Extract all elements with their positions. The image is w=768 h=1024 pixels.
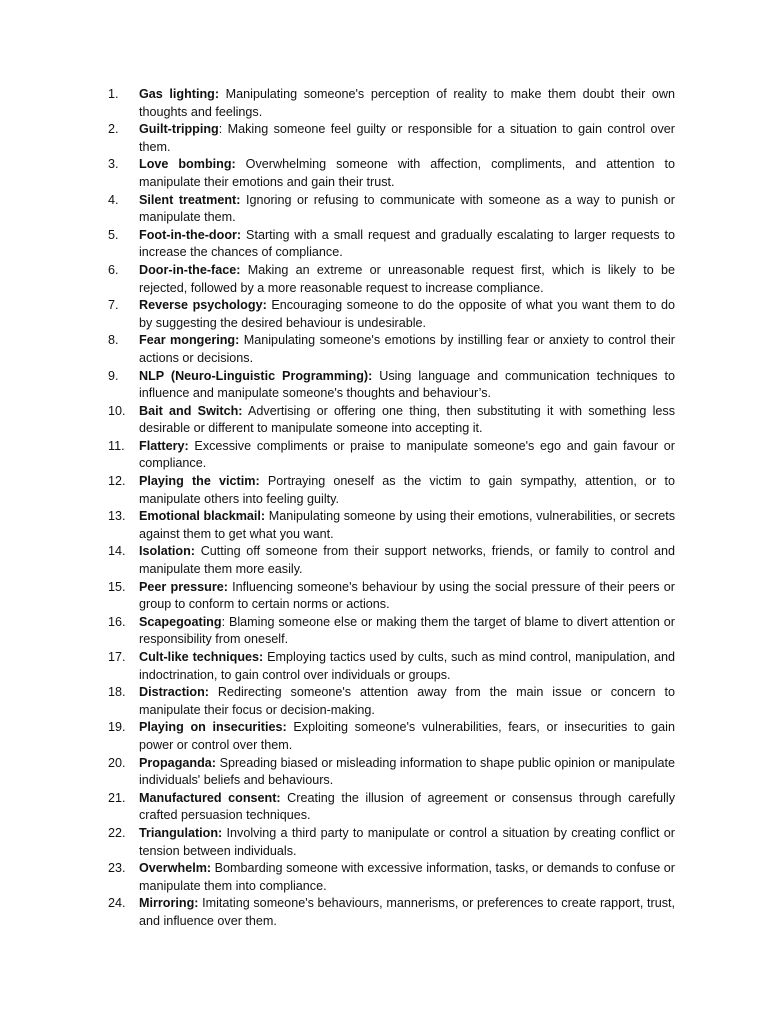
list-item-number: 21. bbox=[108, 790, 126, 805]
list-item-description: : Blaming someone else or making them the target of blame to divert attention or responsibility from oneself. bbox=[139, 614, 675, 647]
list-item bbox=[108, 579, 675, 614]
list-item-term: Triangulation: bbox=[139, 825, 223, 840]
list-item bbox=[108, 368, 675, 403]
list-item-term: Flattery: bbox=[139, 438, 189, 453]
list-item-description: Spreading biased or misleading information to shape public opinion or manipulate individuals' beliefs and behaviours. bbox=[139, 755, 675, 788]
list-item-description: Portraying oneself as the victim to gain sympathy, attention, or to manipulate others into feeling guilty. bbox=[139, 474, 675, 506]
list-item-number: 3. bbox=[108, 157, 119, 172]
list-item-description: Redirecting someone's attention away from the main issue or concern to manipulate their focus or decision-making. bbox=[139, 685, 675, 717]
list-item-term: Guilt-tripping bbox=[139, 122, 219, 137]
list-item-term: Emotional blackmail: bbox=[139, 509, 266, 524]
list-item-term: Mirroring: bbox=[139, 896, 199, 911]
list-item-description: Advertising or offering one thing, then substituting it with something less desirable or different to manipulate someone into accepting it. bbox=[139, 403, 675, 436]
list-item-term: Overwhelm: bbox=[139, 861, 212, 876]
list-item-term: Manufactured consent: bbox=[139, 790, 281, 805]
list-item-term: Love bombing: bbox=[139, 157, 236, 172]
list-item-number: 14. bbox=[108, 544, 126, 559]
list-item bbox=[108, 332, 675, 367]
list-item bbox=[108, 86, 675, 121]
list-item-number: 5. bbox=[108, 227, 119, 242]
list-item-number: 6. bbox=[108, 262, 119, 277]
list-item-term: Distraction: bbox=[139, 685, 209, 700]
list-item-term: Reverse psychology: bbox=[139, 298, 267, 313]
list-item-description: Ignoring or refusing to communicate with someone as a way to punish or manipulate them. bbox=[139, 192, 675, 225]
list-item-description: Manipulating someone's perception of reality to make them doubt their own thoughts and feelings. bbox=[139, 87, 675, 119]
list-item-number: 13. bbox=[108, 509, 126, 524]
list-item-description: Using language and communication techniques to influence and manipulate someone's thoughts and behaviour’s. bbox=[139, 368, 675, 401]
list-item-number: 20. bbox=[108, 755, 126, 770]
list-item bbox=[108, 649, 675, 684]
list-item bbox=[108, 860, 675, 895]
list-item-number: 4. bbox=[108, 192, 119, 207]
manipulation-techniques-list bbox=[108, 86, 675, 931]
list-item-term: Peer pressure: bbox=[139, 579, 228, 594]
list-item-term: Isolation: bbox=[139, 544, 195, 559]
list-item bbox=[108, 156, 675, 191]
list-item-number: 16. bbox=[108, 614, 126, 629]
list-item-term: Gas lighting: bbox=[139, 87, 220, 101]
list-item-description: Manipulating someone by using their emotions, vulnerabilities, or secrets against them to get what you want. bbox=[139, 509, 675, 541]
list-item bbox=[108, 297, 675, 332]
list-item bbox=[108, 684, 675, 719]
list-item-term: Silent treatment: bbox=[139, 192, 241, 207]
list-item-description: Creating the illusion of agreement or consensus through carefully crafted persuasion techniques. bbox=[139, 790, 675, 823]
list-item-description: Excessive compliments or praise to manipulate someone's ego and gain favour or compliance. bbox=[139, 438, 675, 471]
list-item bbox=[108, 895, 675, 930]
list-item-number: 8. bbox=[108, 333, 119, 348]
list-item-description: Overwhelming someone with affection, compliments, and attention to manipulate their emotions and gain their trust. bbox=[139, 157, 676, 189]
list-item-description: : Making someone feel guilty or responsible for a situation to gain control over them. bbox=[139, 122, 675, 154]
list-item-number: 1. bbox=[108, 87, 119, 101]
list-item-description: Imitating someone's behaviours, mannerisms, or preferences to create rapport, trust, and influence over them. bbox=[139, 896, 675, 928]
list-item-description: Starting with a small request and gradually escalating to larger requests to increase the chances of compliance. bbox=[139, 227, 675, 260]
list-item bbox=[108, 262, 675, 297]
list-item bbox=[108, 438, 675, 473]
list-item-term: Scapegoating bbox=[139, 614, 222, 629]
list-item bbox=[108, 719, 675, 754]
list-item-term: Propaganda: bbox=[139, 755, 216, 770]
list-item-number: 18. bbox=[108, 685, 126, 700]
list-item-description: Exploiting someone's vulnerabilities, fears, or insecurities to gain power or control over them. bbox=[139, 720, 675, 752]
list-item-description: Cutting off someone from their support networks, friends, or family to control and manipulate them more easily. bbox=[139, 544, 675, 577]
list-item-term: Bait and Switch: bbox=[139, 403, 243, 418]
list-item-number: 15. bbox=[108, 579, 126, 594]
list-item bbox=[108, 755, 675, 790]
list-item bbox=[108, 508, 675, 543]
list-item bbox=[108, 543, 675, 578]
list-item-number: 23. bbox=[108, 861, 126, 876]
list-item-number: 9. bbox=[108, 368, 119, 383]
list-item-number: 19. bbox=[108, 720, 126, 735]
list-item-term: NLP (Neuro-Linguistic Programming): bbox=[139, 368, 373, 383]
list-item bbox=[108, 403, 675, 438]
list-item bbox=[108, 227, 675, 262]
list-item bbox=[108, 614, 675, 649]
list-item-description: Bombarding someone with excessive information, tasks, or demands to confuse or manipulate them into compliance. bbox=[139, 861, 675, 893]
list-item-term: Door-in-the-face: bbox=[139, 262, 241, 277]
list-item-number: 17. bbox=[108, 650, 126, 664]
list-item-number: 2. bbox=[108, 122, 119, 137]
list-item-term: Playing the victim: bbox=[139, 474, 260, 489]
list-item-description: Making an extreme or unreasonable request first, which is likely to be rejected, followed by a more reasonable request to increase compliance. bbox=[139, 262, 675, 295]
list-item-number: 12. bbox=[108, 474, 126, 489]
list-item-number: 7. bbox=[108, 298, 119, 313]
list-item-number: 22. bbox=[108, 825, 126, 840]
list-item-description: Influencing someone's behaviour by using the social pressure of their peers or group to conform to certain norms or actions. bbox=[139, 579, 675, 612]
list-item bbox=[108, 825, 675, 860]
list-item bbox=[108, 473, 675, 508]
list-item-description: Involving a third party to manipulate or control a situation by creating conflict or tension between individuals. bbox=[139, 825, 675, 858]
list-item bbox=[108, 192, 675, 227]
list-item bbox=[108, 121, 675, 156]
list-item-description: Encouraging someone to do the opposite of what you want them to do by suggesting the desired behaviour is undesirable. bbox=[139, 298, 675, 330]
list-item-term: Foot-in-the-door: bbox=[139, 227, 242, 242]
list-item-term: Playing on insecurities: bbox=[139, 720, 287, 735]
list-item-number: 11. bbox=[108, 438, 125, 453]
list-item-number: 10. bbox=[108, 403, 126, 418]
list-item bbox=[108, 790, 675, 825]
list-item-description: Employing tactics used by cults, such as mind control, manipulation, and indoctrination, to gain control over individuals or groups. bbox=[139, 650, 675, 682]
list-item-term: Fear mongering: bbox=[139, 333, 240, 348]
list-item-term: Cult-like techniques: bbox=[139, 650, 264, 664]
list-item-description: Manipulating someone's emotions by instilling fear or anxiety to control their actions or decisions. bbox=[139, 333, 675, 365]
list-item-number: 24. bbox=[108, 896, 126, 911]
